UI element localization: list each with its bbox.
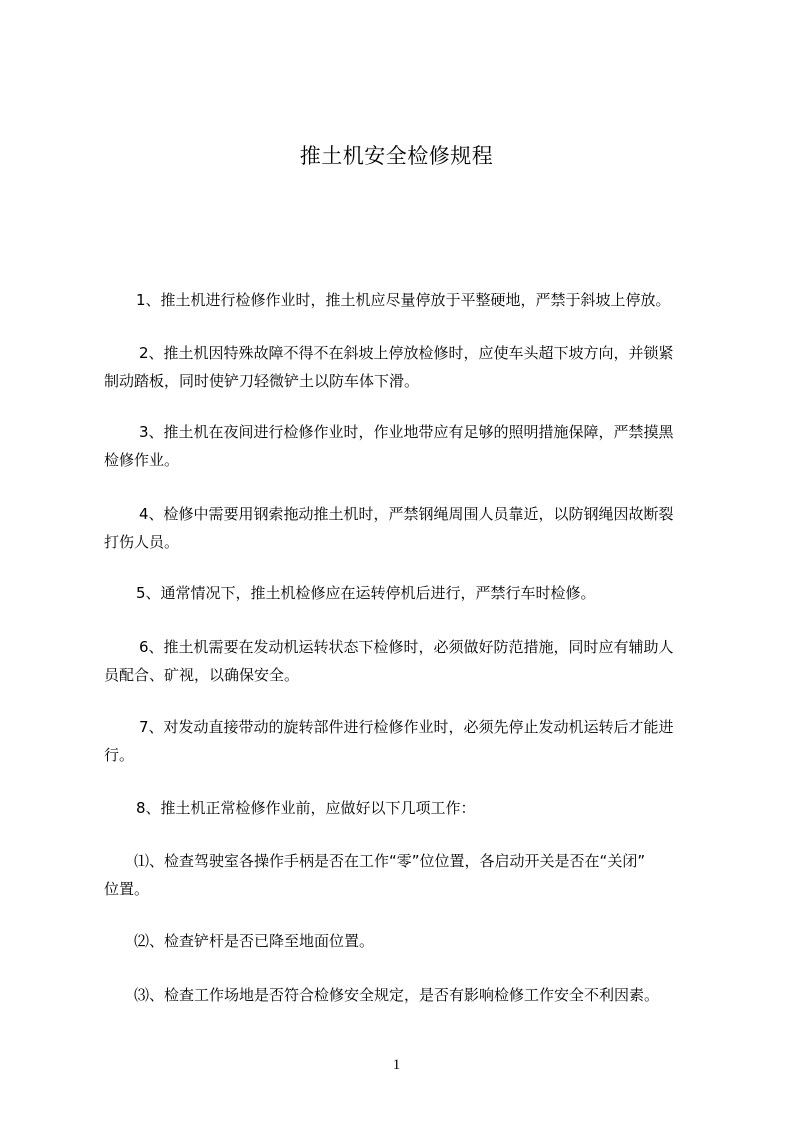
paragraph-line: 制动踏板，同时使铲刀轻微铲土以防车体下滑。	[104, 372, 420, 390]
paragraph-5	[136, 579, 726, 607]
paragraph-line: 2、推土机因特殊故障不得不在斜坡上停放检修时，应使车头超下坡方向，并锁紧	[139, 344, 674, 362]
paragraph-7	[104, 713, 712, 769]
paragraph-line: 打伤人员。	[104, 533, 180, 551]
paragraph-1	[136, 286, 726, 314]
page-title: 推土机安全检修规程	[299, 144, 494, 168]
paragraph-line: 6、推土机需要在发动机运转状态下检修时，必须做好防范措施，同时应有辅助人	[139, 638, 674, 656]
page-number: 1	[392, 1057, 401, 1073]
paragraph-3	[104, 418, 712, 474]
paragraph-line: 行。	[104, 746, 135, 764]
paragraph-line: 位置。	[104, 880, 150, 898]
paragraph-line: 8、推土机正常检修作业前，应做好以下几项工作：	[136, 799, 476, 817]
sub-item-1	[104, 847, 712, 903]
paragraph-line: ⑵、检查铲杆是否已降至地面位置。	[134, 932, 375, 950]
paragraph-line: 1、推土机进行检修作业时，推土机应尽量停放于平整硬地，严禁于斜坡上停放。	[136, 291, 671, 309]
paragraph-line: 检修作业。	[104, 451, 180, 469]
paragraph-line: 7、对发动直接带动的旋转部件进行检修作业时，必须先停止发动机运转后才能进	[139, 718, 674, 736]
paragraph-line: 5、通常情况下，推土机检修应在运转停机后进行，严禁行车时检修。	[136, 584, 596, 602]
paragraph-line: ⑴、检查驾驶室各操作手柄是否在工作“零”位位置，各启动开关是否在“关闭”	[134, 852, 646, 870]
paragraph-4	[104, 500, 712, 556]
paragraph-line: 3、推土机在夜间进行检修作业时，作业地带应有足够的照明措施保障，严禁摸黑	[139, 423, 674, 441]
paragraph-line: 4、检修中需要用钢索拖动推土机时，严禁钢绳周围人员靠近，以防钢绳因故断裂	[139, 505, 674, 523]
sub-item-2	[134, 927, 726, 955]
paragraph-6	[104, 633, 712, 689]
sub-item-3	[134, 981, 726, 1009]
paragraph-line: ⑶、检查工作场地是否符合检修安全规定，是否有影响检修工作安全不利因素。	[134, 986, 660, 1004]
paragraph-2	[104, 339, 712, 395]
paragraph-line: 员配合、矿视，以确保安全。	[104, 666, 300, 684]
paragraph-8	[136, 794, 726, 822]
